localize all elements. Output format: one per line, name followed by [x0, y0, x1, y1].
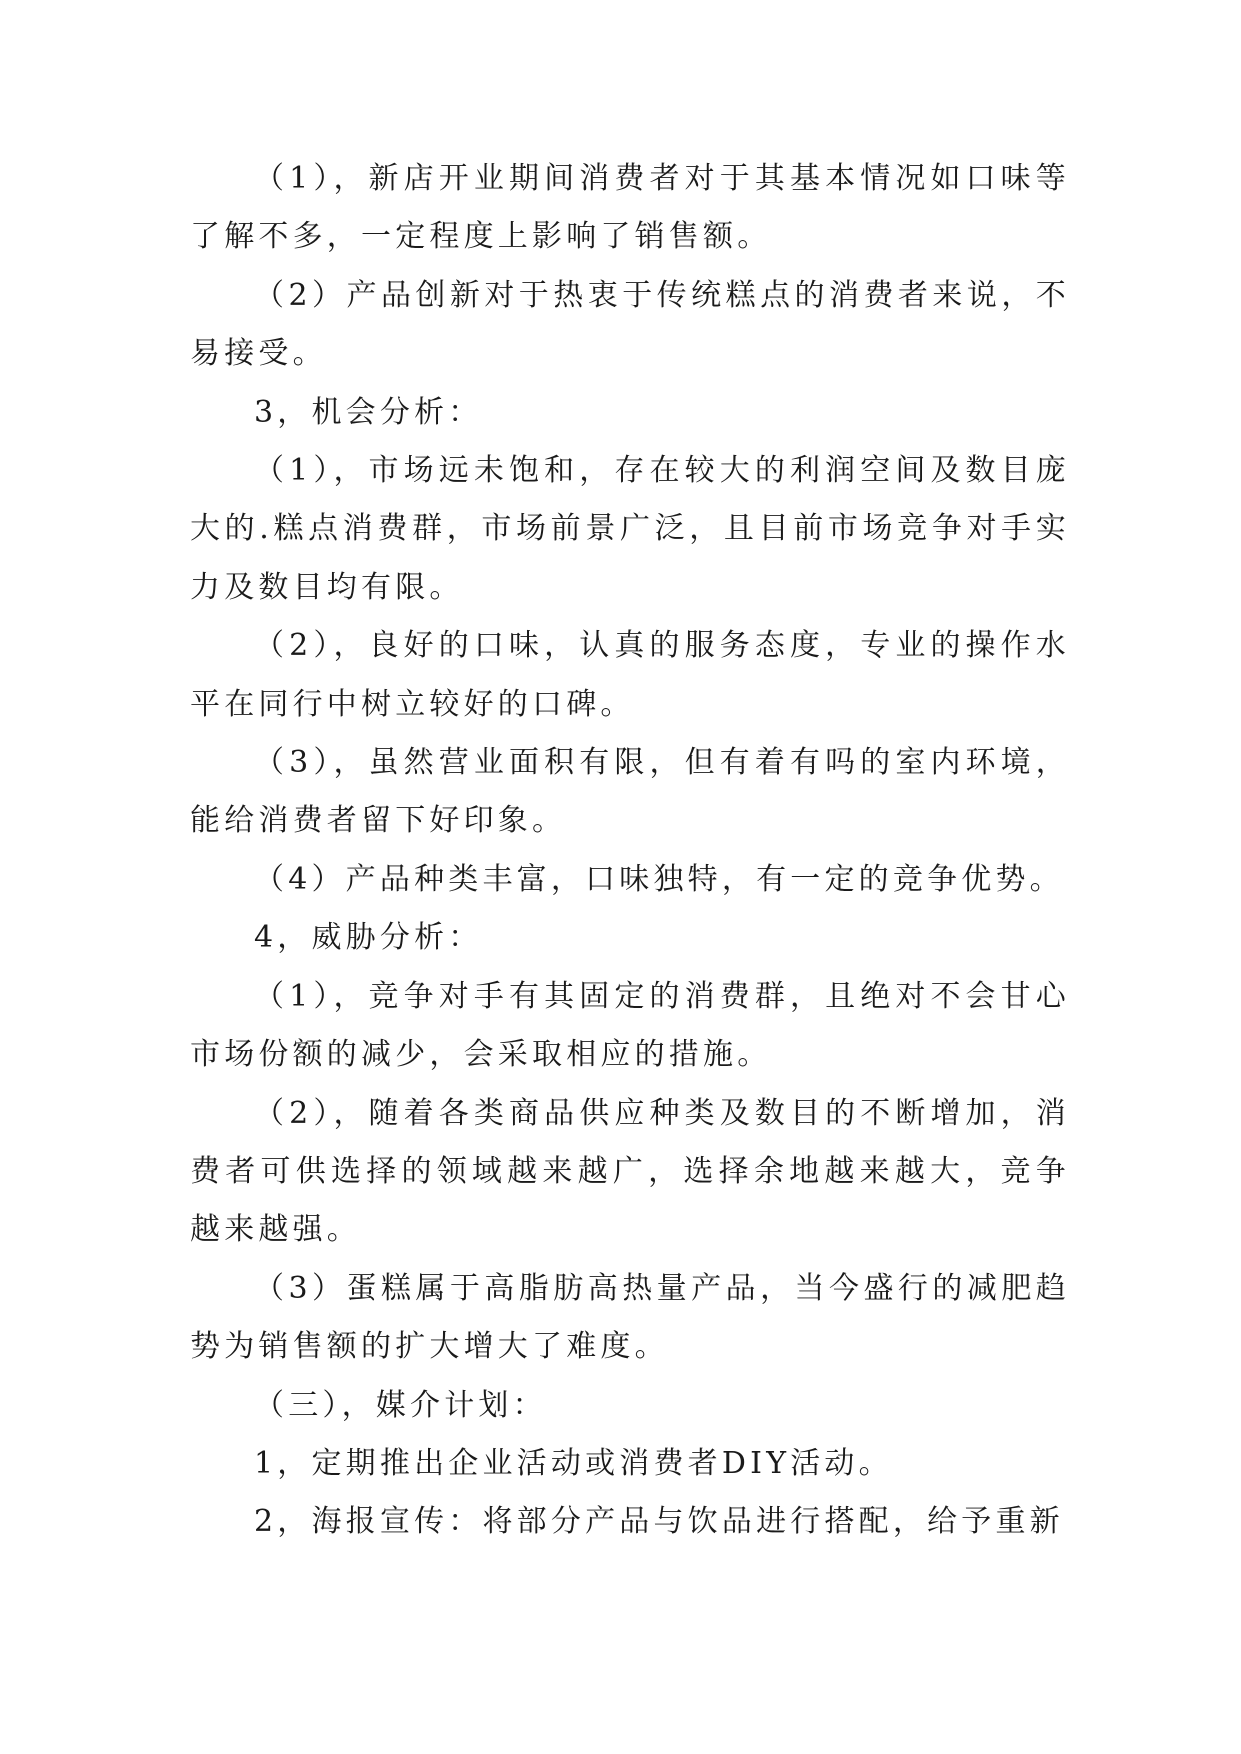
- paragraph-market-unsaturated: （1），市场远未饱和，存在较大的利润空间及数目庞大的.糕点消费群，市场前景广泛，且目前市场竞争对手实力及数目均有限。: [190, 453, 1070, 605]
- paragraph-good-reputation: （2），良好的口味，认真的服务态度，专业的操作水平在同行中树立较好的口碑。: [190, 628, 1070, 722]
- heading-opportunity-analysis: 3，机会分析：: [254, 394, 483, 430]
- paragraph-poster-promotion: 2，海报宣传：将部分产品与饮品进行搭配，给予重新: [254, 1504, 1064, 1540]
- paragraph-new-store-awareness: （1），新店开业期间消费者对于其基本情况如口味等了解不多，一定程度上影响了销售额。: [190, 161, 1070, 255]
- paragraph-diy-activities: 1，定期推出企业活动或消费者DIY活动。: [254, 1445, 893, 1481]
- paragraph-product-innovation: （2）产品创新对于热衷于传统糕点的消费者来说，不易接受。: [190, 277, 1070, 372]
- paragraph-product-variety: （4）产品种类丰富，口味独特，有一定的竞争优势。: [254, 861, 1064, 897]
- paragraph-indoor-environment: （3），虽然营业面积有限，但有着有吗的室内环境，能给消费者留下好印象。: [190, 745, 1070, 839]
- heading-threat-analysis: 4，威胁分析：: [254, 920, 483, 956]
- paragraph-competitor-customers: （1），竞争对手有其固定的消费群，且绝对不会甘心市场份额的减少，会采取相应的措施。: [190, 978, 1070, 1073]
- paragraph-high-calorie-product: （3）蛋糕属于高脂肪高热量产品，当今盛行的减肥趋势为销售额的扩大增大了难度。: [190, 1270, 1070, 1365]
- paragraph-increasing-competition: （2），随着各类商品供应种类及数目的不断增加，消费者可供选择的领域越来越广，选择余地越来越大，竞争越来越强。: [190, 1095, 1070, 1248]
- heading-media-plan: （三），媒介计划：: [254, 1387, 547, 1423]
- document-body: [190, 150, 1070, 1552]
